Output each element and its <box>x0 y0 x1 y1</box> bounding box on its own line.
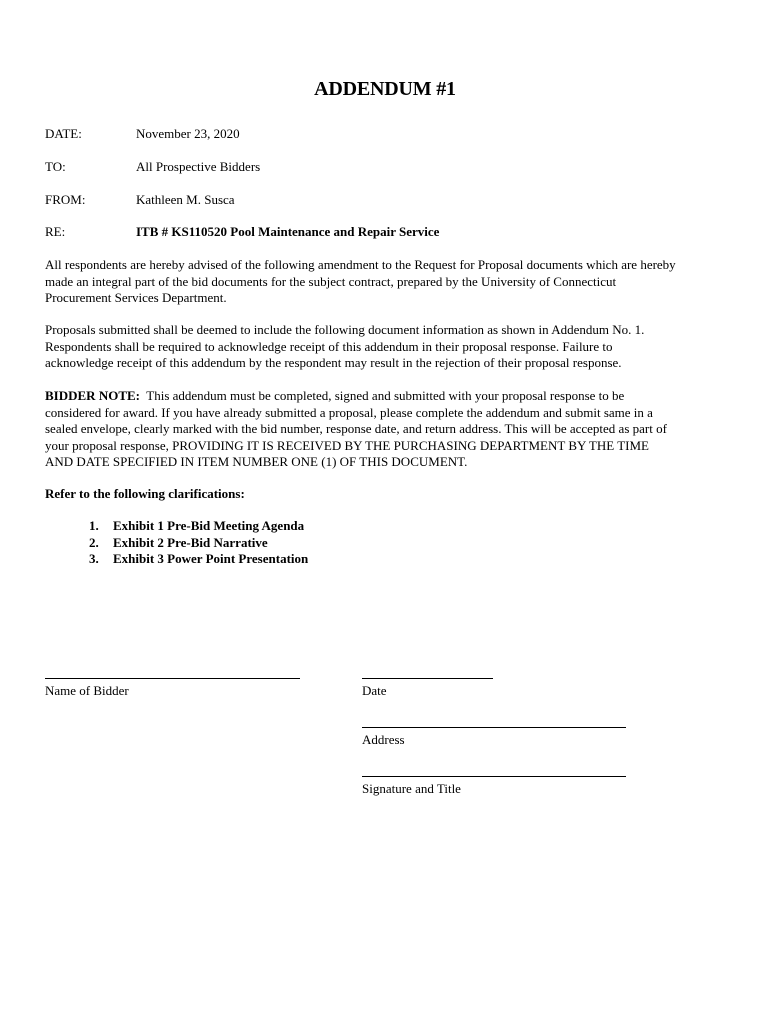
signature-title-label: Signature and Title <box>362 781 461 796</box>
re-row <box>45 224 735 242</box>
document-title: ADDENDUM #1 <box>314 78 456 100</box>
paragraph-line: made an integral part of the bid documents for the subject contract, prepared by the University of Connecticut <box>45 273 617 289</box>
list-item-text: Exhibit 2 Pre-Bid Narrative <box>113 534 268 550</box>
list-item <box>89 518 308 535</box>
paragraph-line: Proposals submitted shall be deemed to include the following document information as shown in Addendum No. 1. <box>45 322 645 337</box>
to-row <box>45 159 735 177</box>
from-value: Kathleen M. Susca <box>136 192 235 207</box>
list-item-number: 3. <box>89 551 99 566</box>
list-item <box>89 551 308 568</box>
paragraph-amendment-notice <box>45 257 735 307</box>
from-row <box>45 192 735 210</box>
list-item-number: 2. <box>89 534 99 550</box>
paragraph-line: your proposal response, PROVIDING IT IS RECEIVED BY THE PURCHASING DEPARTMENT BY THE TIME <box>45 437 649 453</box>
paragraph-bidder-note <box>45 388 735 471</box>
re-value: ITB # KS110520 Pool Maintenance and Repair Service <box>136 224 440 239</box>
date-label: DATE: <box>45 126 82 141</box>
clarifications-heading: Refer to the following clarifications: <box>45 486 245 501</box>
paragraph-acknowledgement <box>45 322 735 372</box>
paragraph-line: sealed envelope, clearly marked with the bid number, response date, and return address. This will be accepted as part of <box>45 421 667 436</box>
signature-title-line <box>362 776 626 777</box>
paragraph-line: considered for award. If you have already submitted a proposal, please complete the addendum and submit same in a <box>45 404 653 420</box>
bidder-note-text: This addendum must be completed, signed and submitted with your proposal response to be <box>140 388 625 403</box>
paragraph-line: acknowledge receipt of this addendum by the respondent may result in the rejection of their proposal response. <box>45 355 622 370</box>
clarifications-list <box>89 518 308 568</box>
to-value: All Prospective Bidders <box>136 159 261 174</box>
paragraph-line: Procurement Services Department. <box>45 290 227 305</box>
list-item-text: Exhibit 1 Pre-Bid Meeting Agenda <box>113 518 305 533</box>
re-label: RE: <box>45 224 66 239</box>
date-value: November 23, 2020 <box>136 126 240 141</box>
name-of-bidder-line <box>45 678 300 679</box>
list-item <box>89 535 308 552</box>
list-item-text: Exhibit 3 Power Point Presentation <box>113 551 309 566</box>
bidder-note-label: BIDDER NOTE: <box>45 388 140 403</box>
to-label: TO: <box>45 159 66 174</box>
paragraph-line: AND DATE SPECIFIED IN ITEM NUMBER ONE (1) OF THIS DOCUMENT. <box>45 454 468 469</box>
name-of-bidder-label: Name of Bidder <box>45 683 129 698</box>
paragraph-line: All respondents are hereby advised of the following amendment to the Request for Proposal documents which are hereby <box>45 257 676 272</box>
address-line <box>362 727 626 728</box>
date-line <box>362 678 493 679</box>
address-label: Address <box>362 732 405 747</box>
list-item-number: 1. <box>89 518 99 533</box>
paragraph-line <box>45 388 735 405</box>
from-label: FROM: <box>45 192 86 207</box>
date-signature-label: Date <box>362 683 387 698</box>
paragraph-line: Respondents shall be required to acknowledge receipt of this addendum in their proposal response. Failure to <box>45 338 613 354</box>
date-row <box>45 126 735 144</box>
